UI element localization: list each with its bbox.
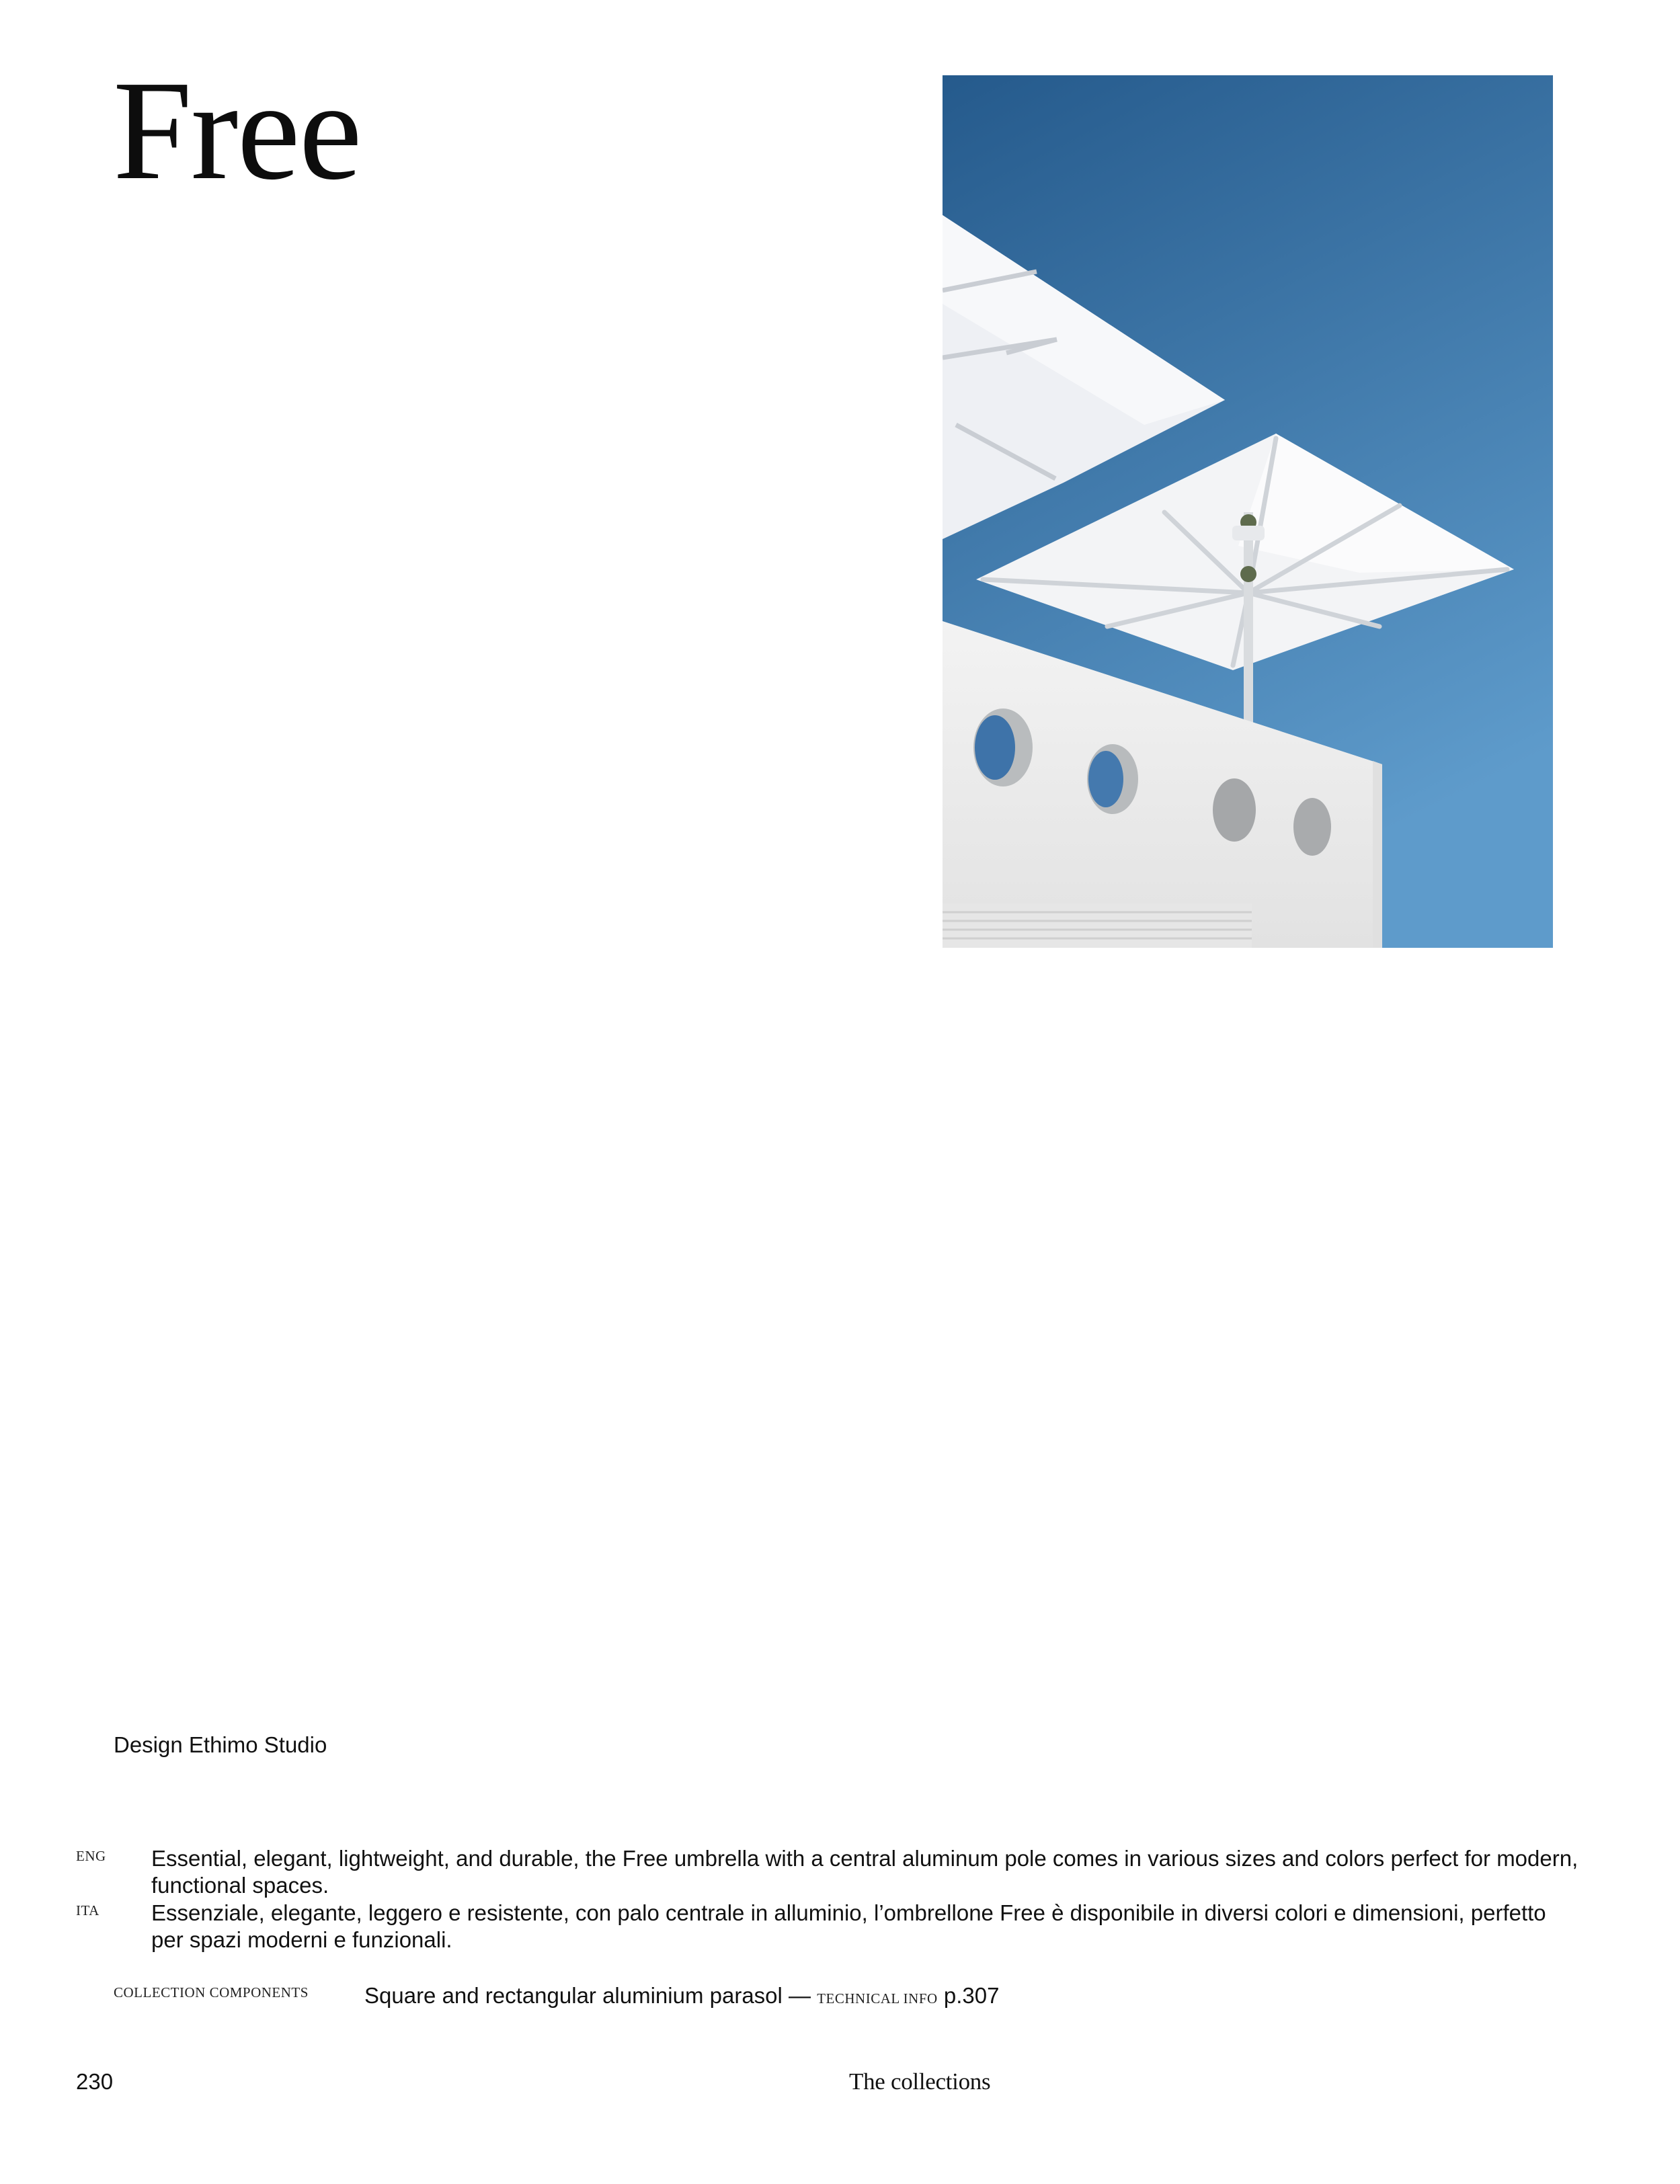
lang-tag-eng: ENG <box>76 1848 106 1864</box>
collection-components-text <box>364 1982 999 2009</box>
description-italian: Essenziale, elegante, leggero e resistente, con palo centrale in alluminio, l’ombrellone Free è disponibile in diversi colori e dimensioni, perfetto per spazi moderni e funzionali. <box>151 1900 1546 1952</box>
lang-tag-ita: ITA <box>76 1902 99 1918</box>
product-photo <box>943 75 1553 948</box>
designer-credit: Design Ethimo Studio <box>114 1732 327 1757</box>
technical-info-label: TECHNICAL INFO <box>817 1990 938 2007</box>
technical-info-page-ref: p.307 <box>943 1983 1000 2008</box>
page-number: 230 <box>76 2069 114 2094</box>
collection-components-label: COLLECTION COMPONENTS <box>114 1984 309 2000</box>
component-item: Square and rectangular aluminium parasol — <box>364 1983 811 2008</box>
section-title: The collections <box>849 2068 991 2095</box>
description-english: Essential, elegant, lightweight, and durable, the Free umbrella with a central aluminum pole comes in various sizes and colors perfect for modern, functional spaces. <box>151 1846 1578 1898</box>
parasol-image <box>943 75 1553 948</box>
collection-title: Free <box>113 51 361 209</box>
